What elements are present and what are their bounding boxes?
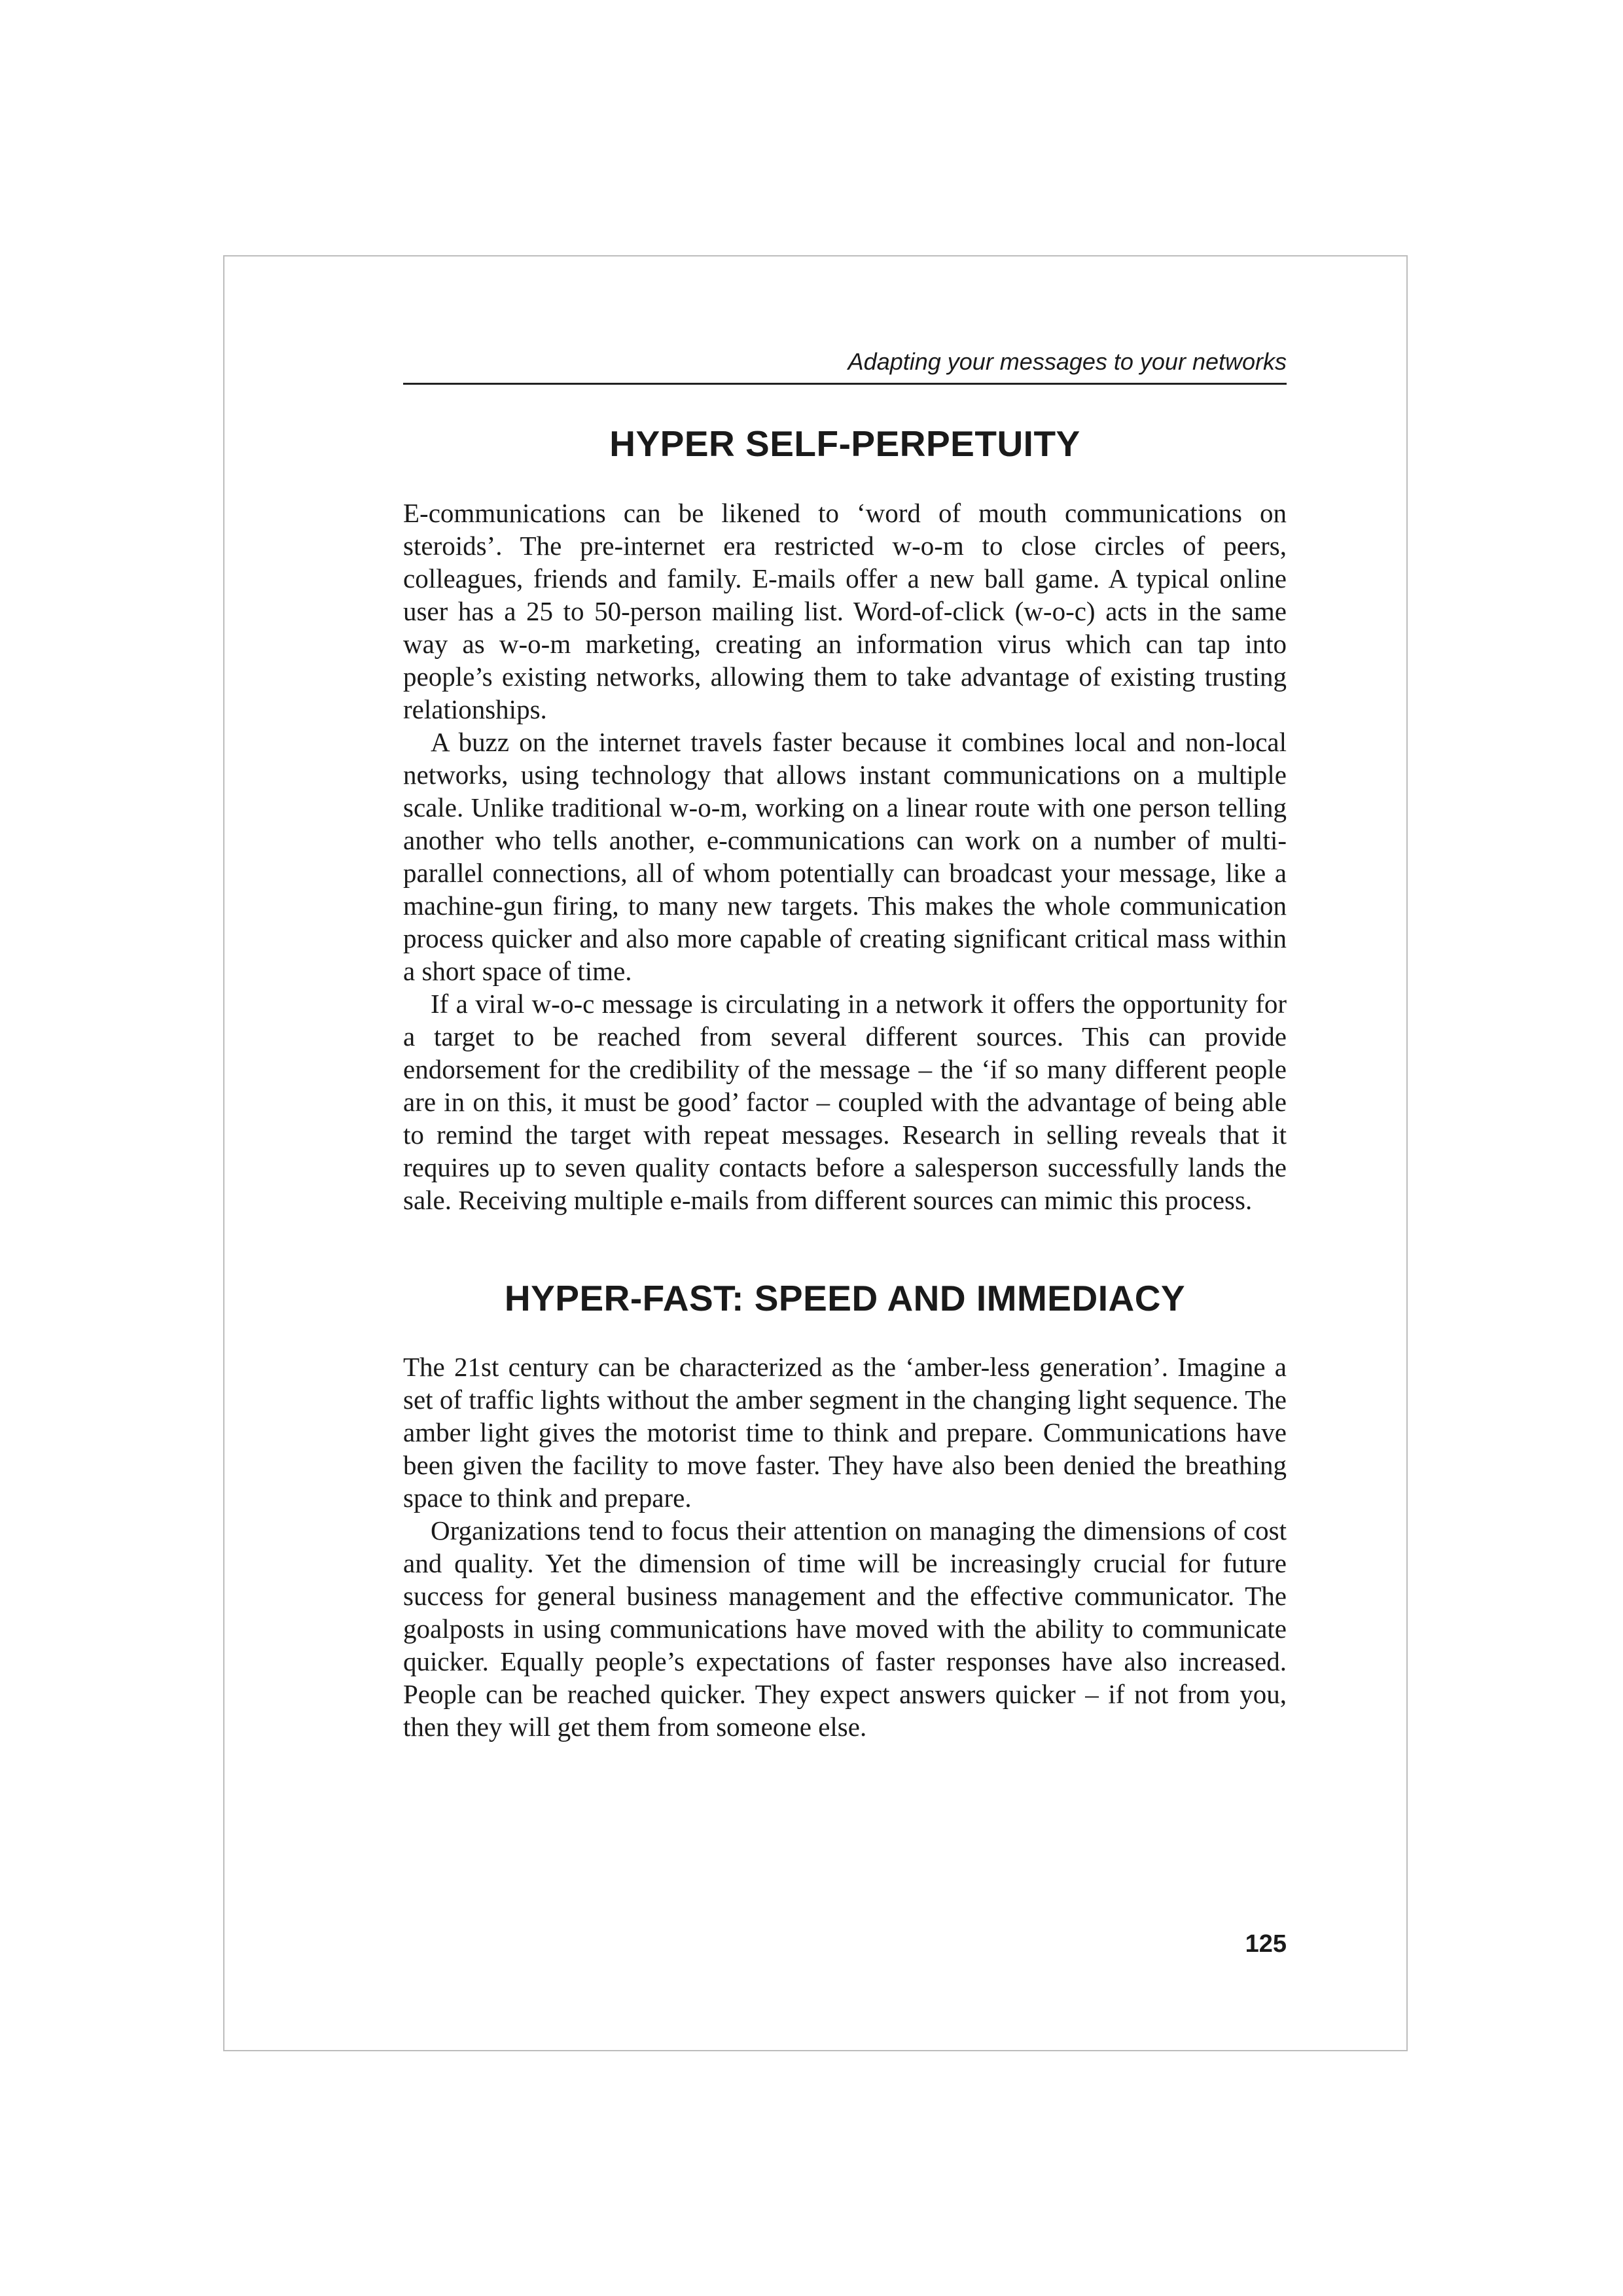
page-content: [403, 350, 1287, 1743]
paragraph: If a viral w-o-c message is circulating in a network it offers the opportunity for a target to be reached from several different sources. This can provide endorsement for the credibility of the message – the ‘if so many different people are in on this, it must be good’ factor – coupled with the advantage of being able to remind the target with repeat messages. Research in selling reveals that it requires up to seven quality contacts before a salesperson successfully lands the sale. Receiving multiple e-mails from different sources can mimic this process.: [403, 988, 1287, 1215]
section-heading-hyper-self-perpetuity: HYPER SELF-PERPETUITY: [609, 423, 1080, 464]
paragraph: E-communications can be likened to ‘word of mouth communications on steroids’. The pre-internet era restricted w-o-m to close circles of peers, colleagues, friends and family. E-mails offer a new ball game. A typical online user has a 25 to 50-person mailing list. Word-of-click (w-o-c) acts in the same way as w-o-m marketing, creating an information virus which can tap into people’s existing networks, allowing them to take advantage of existing trusting relationships.: [403, 497, 1287, 724]
paragraph: A buzz on the internet travels faster because it combines local and non-local networks, using technology that allows instant communications on a multiple scale. Unlike traditional w-o-m, working on a linear route with one person telling another who tells another, e-communications can work on a number of multi-parallel connections, all of whom potentially can broadcast your message, like a machine-gun firing, to many new targets. This makes the whole communication process quicker and also more capable of creating significant critical mass within a short space of time.: [403, 726, 1287, 986]
section-heading-hyper-fast: HYPER-FAST: SPEED AND IMMEDIACY: [504, 1277, 1186, 1318]
page-number: 125: [1245, 1930, 1287, 1958]
paragraph: Organizations tend to focus their attention on managing the dimensions of cost and quality. Yet the dimension of time will be increasingly crucial for future success for general business management and the effective communicator. The goalposts in using communications have moved with the ability to communicate quicker. Equally people’s expectations of faster responses have also increased. People can be reached quicker. They expect answers quicker – if not from you, then they will get them from someone else.: [403, 1515, 1287, 1742]
paragraph: The 21st century can be characterized as the ‘amber-less generation’. Imagine a set of traffic lights without the amber segment in the changing light sequence. The amber light gives the motorist time to think and prepare. Communications have been given the facility to move faster. They have also been denied the breathing space to think and prepare.: [403, 1352, 1287, 1513]
running-head: Adapting your messages to your networks: [403, 350, 1287, 385]
